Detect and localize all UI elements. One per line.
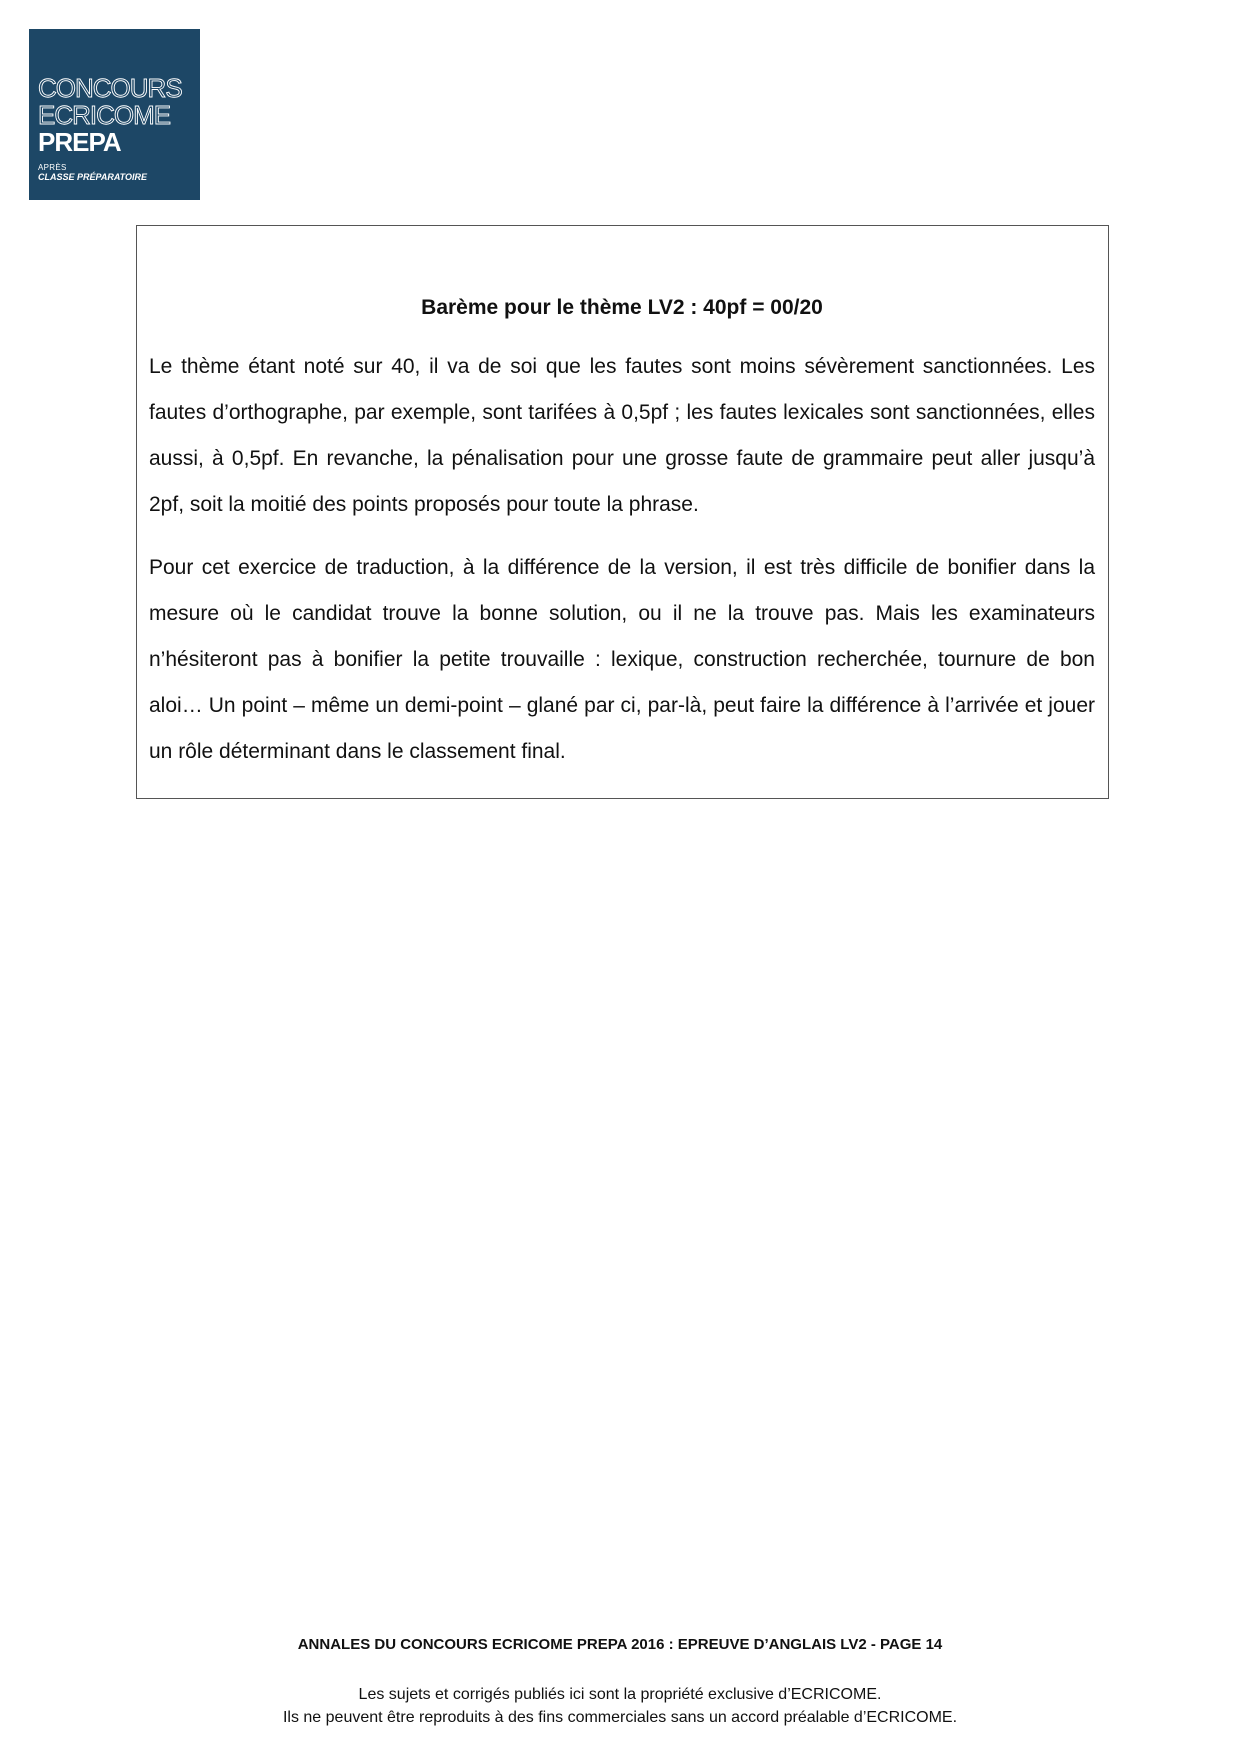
grading-scale-box [136, 225, 1109, 799]
paragraph-2: Pour cet exercice de traduction, à la différence de la version, il est très difficile de bonifier dans la mesure où le candidat trouve la bonne solution, ou il ne la trouve pas. Mais les examinateurs n’hésiteront pas à bonifier la petite trouvaille : lexique, construction recherchée, tournure de bon aloi… Un point – même un demi-point – glané par ci, par-là, peut faire la différence à l’arrivée et jouer un rôle déterminant dans le classement final. [149, 556, 1095, 763]
logo-line-concours: CONCOURS [38, 73, 182, 103]
ecricome-logo [29, 29, 200, 200]
logo-line-ecricome: ECRICOME [38, 100, 171, 130]
footer-copyright-line-2: Ils ne peuvent être reproduits à des fins commerciales sans un accord préalable d’ECRICOME. [282, 1709, 958, 1726]
box-title: Barème pour le thème LV2 : 40pf = 00/20 [421, 296, 823, 319]
logo-line-classe: CLASSE PRÉPARATOIRE [38, 172, 148, 182]
footer-title: ANNALES DU CONCOURS ECRICOME PREPA 2016 : EPREUVE D’ANGLAIS LV2 - PAGE 14 [297, 1636, 943, 1653]
footer-copyright-line-1: Les sujets et corrigés publiés ici sont la propriété exclusive d’ECRICOME. [358, 1686, 882, 1703]
logo-line-prepa: PREPA [38, 127, 121, 157]
paragraph-1: Le thème étant noté sur 40, il va de soi que les fautes sont moins sévèrement sanctionnées. Les fautes d’orthographe, par exemple, sont tarifées à 0,5pf ; les fautes lexicales sont sanctionnées, elles aussi, à 0,5pf. En revanche, la pénalisation pour une grosse faute de grammaire peut aller jusqu’à 2pf, soit la moitié des points proposés pour toute la phrase. [149, 355, 1095, 516]
logo-line-apres: APRÈS [38, 163, 67, 172]
